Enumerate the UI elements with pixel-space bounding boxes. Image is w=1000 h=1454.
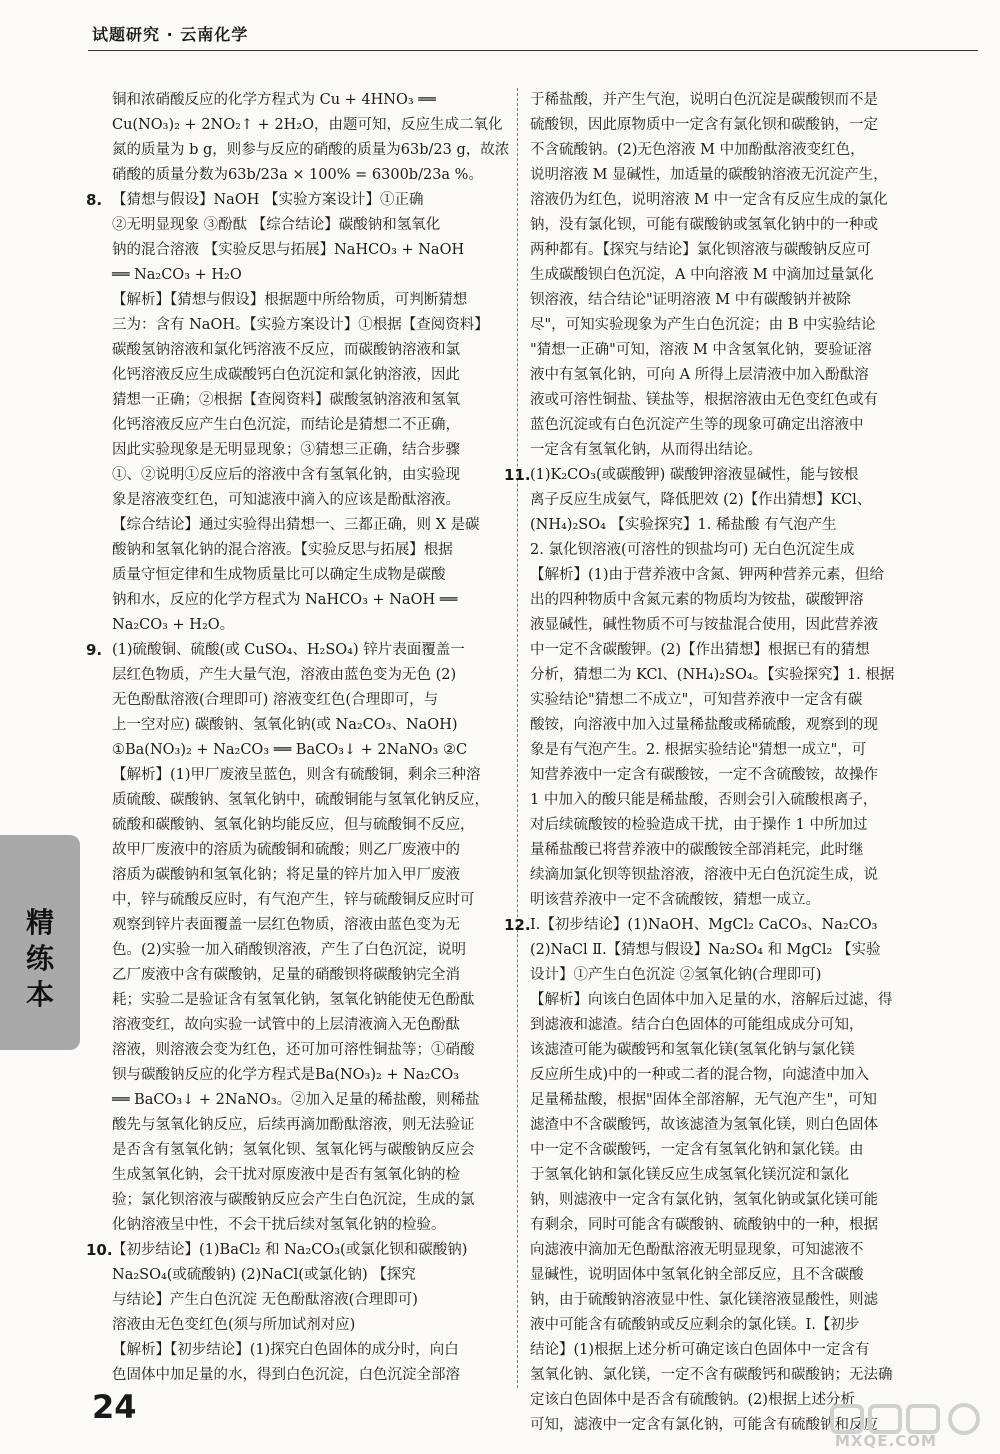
line-text: 到滤液和滤渣。结合白色固体的可能组成成分可知，: [530, 1017, 864, 1033]
text-line: [530, 638, 962, 663]
line-text: 碳酸氢钠溶液和氯化钙溶液不反应，而碳酸钠溶液和氯: [112, 342, 460, 358]
line-text: "猜想一正确"可知，溶液 M 中含氢氧化钠，要验证溶: [530, 342, 872, 358]
line-text: 液中有氢氧化钠，可向 A 所得上层清液中加入酚酞溶: [530, 367, 869, 383]
text-line: [530, 1238, 962, 1263]
section-tab-char: 练: [25, 942, 54, 975]
text-line: [530, 263, 962, 288]
line-text: 验；氯化钡溶液与碳酸钠反应会产生白色沉淀，生成的氯: [112, 1192, 475, 1208]
line-text: (1)硫酸铜、硫酸(或 CuSO₄、H₂SO₄) 锌片表面覆盖一: [112, 642, 465, 658]
text-line: [530, 1213, 962, 1238]
line-text: 【解析】向该白色固体中加入足量的水，溶解后过滤，得: [530, 992, 893, 1008]
line-text: Na₂SO₄(或硫酸钠) (2)NaCl(或氯化钠) 【探究: [112, 1267, 416, 1283]
line-text: 溶液，则溶液会变为红色，还可加可溶性铜盐等；①硝酸: [112, 1042, 475, 1058]
text-line: [530, 563, 962, 588]
line-text: 2. 氯化钡溶液(可溶性的钡盐均可) 无白色沉淀生成: [530, 542, 855, 558]
line-text: 【解析】(1)甲厂废液呈蓝色，则含有硫酸铜，剩余三种溶: [112, 767, 481, 783]
line-text: 色固体中加足量的水，得到白色沉淀，白色沉淀全部溶: [112, 1367, 460, 1383]
line-text: 液显碱性，碱性物质不可与铵盐混合使用，因此营养液: [530, 617, 878, 633]
text-line: [530, 288, 962, 313]
text-line: [112, 488, 508, 513]
text-line: [530, 738, 962, 763]
text-line: [530, 513, 962, 538]
line-text: 【解析】【初步结论】(1)探究白色固体的成分时，向白: [112, 1342, 459, 1358]
line-text: 实验结论"猜想二不成立"，可知营养液中一定含有碳: [530, 692, 863, 708]
line-text: 溶液仍为红色，说明溶液 M 中一定含有反应生成的氯化: [530, 192, 888, 208]
text-line: [530, 663, 962, 688]
text-line: [530, 388, 962, 413]
text-line: [530, 1113, 962, 1138]
line-text: 钠，没有氯化钡，可能有碳酸钠或氢氧化钠中的一种或: [530, 217, 878, 233]
text-line: [530, 713, 962, 738]
line-text: 酸先与氢氧化钠反应，后续再滴加酚酞溶液，则无法验证: [112, 1117, 475, 1133]
answer-column-right: [504, 88, 962, 1438]
line-text: 【初步结论】(1)BaCl₂ 和 Na₂CO₃(或氯化钡和碳酸钠): [112, 1242, 468, 1258]
line-text: ══ Na₂CO₃ + H₂O: [112, 267, 242, 283]
line-text: 化钙溶液反应产生白色沉淀，而结论是猜想二不正确，: [112, 417, 460, 433]
text-line: [530, 1313, 962, 1338]
text-line: [112, 288, 508, 313]
text-line: [530, 1263, 962, 1288]
line-text: 该滤渣可能为碳酸钙和氢氧化镁(氢氧化钠与氯化镁: [530, 1042, 855, 1058]
line-text: 定该白色固体中是否含有硫酸钠。(2)根据上述分析: [530, 1392, 856, 1408]
text-line: [530, 413, 962, 438]
text-line: [530, 213, 962, 238]
text-line: [112, 113, 508, 138]
line-text: 钠和水，反应的化学方程式为 NaHCO₃ + NaOH ══: [112, 592, 458, 608]
line-text: 滤渣中不含碳酸钙，故该滤渣为氢氧化镁，则白色固体: [530, 1117, 878, 1133]
text-line: [112, 1038, 508, 1063]
text-line: [530, 963, 962, 988]
line-text: 钠，由于硫酸钠溶液显中性、氯化镁溶液显酸性，则滤: [530, 1292, 878, 1308]
line-text: Cu(NO₃)₂ + 2NO₂↑ + 2H₂O，由题可知，反应生成二氧化: [112, 117, 503, 133]
line-text: 色。(2)实验一加入硝酸钡溶液，产生了白色沉淀，说明: [112, 942, 467, 958]
text-line: [530, 313, 962, 338]
line-text: 钡与碳酸钠反应的化学方程式是Ba(NO₃)₂ + Na₂CO₃: [112, 1067, 460, 1083]
question-number: 8.: [86, 191, 103, 209]
line-text: 一定含有氢氧化钠，从而得出结论。: [530, 442, 762, 458]
line-text: 硫酸钡，因此原物质中一定含有氯化钡和碳酸钠，一定: [530, 117, 878, 133]
line-text: 于氢氧化钠和氯化镁反应生成氢氧化镁沉淀和氯化: [530, 1167, 849, 1183]
text-line: [112, 1263, 508, 1288]
header-divider: [88, 50, 978, 51]
line-text: 乙厂废液中含有碳酸钠，足量的硝酸钡将碳酸钠完全消: [112, 967, 460, 983]
line-text: 溶液由无色变红色(须与所加试剂对应): [112, 1317, 356, 1333]
text-line: [86, 638, 508, 663]
line-text: 设计】①产生白色沉淀 ②氢氧化钠(合理即可): [530, 967, 822, 983]
line-text: 续滴加氯化钡等钡盐溶液，溶液中无白色沉淀生成，说: [530, 867, 878, 883]
text-line: [112, 413, 508, 438]
text-line: [112, 913, 508, 938]
line-text: 化钙溶液反应生成碳酸钙白色沉淀和氯化钠溶液，因此: [112, 367, 460, 383]
text-line: [530, 763, 962, 788]
line-text: Na₂CO₃ + H₂O。: [112, 617, 235, 633]
line-text: ①、②说明①反应后的溶液中含有氢氧化钠，由实验现: [112, 467, 460, 483]
text-line: [530, 1338, 962, 1363]
text-line: [86, 188, 508, 213]
text-line: [530, 863, 962, 888]
text-line: [112, 838, 508, 863]
answer-column-left: [86, 88, 510, 1388]
line-text: 足量稀盐酸，根据"固体全部溶解，无气泡产生"，可知: [530, 1092, 877, 1108]
text-line: [530, 113, 962, 138]
text-line: [504, 913, 962, 938]
line-text: 溶质为碳酸钠和氢氧化钠；将足量的锌片加入甲厂废液: [112, 867, 460, 883]
text-line: [112, 463, 508, 488]
line-text: 对后续硫酸铵的检验造成干扰，由于操作 1 中所加过: [530, 817, 868, 833]
line-text: 尽"，可知实验现象为产生白色沉淀；由 B 中实验结论: [530, 317, 876, 333]
text-line: [530, 1088, 962, 1113]
text-line: [530, 1013, 962, 1038]
line-text: 质量守恒定律和生成物质量比可以确定生成物是碳酸: [112, 567, 446, 583]
line-text: 生成氢氧化钠，会干扰对原废液中是否有氢氧化钠的检: [112, 1167, 460, 1183]
line-text: 与结论】产生白色沉淀 无色酚酞溶液(合理即可): [112, 1292, 418, 1308]
line-text: 观察到锌片表面覆盖一层红色物质，溶液由蓝色变为无: [112, 917, 460, 933]
question-number: 11.: [504, 466, 531, 484]
question-number: 9.: [86, 641, 103, 659]
question-number: 12.: [504, 916, 531, 934]
text-line: [112, 438, 508, 463]
line-text: (2)NaCl Ⅱ.【猜想与假设】Na₂SO₄ 和 MgCl₂ 【实验: [530, 942, 881, 958]
section-tab-label: [22, 905, 58, 1013]
line-text: 故甲厂废液中的溶质为硫酸铜和硫酸；则乙厂废液中的: [112, 842, 460, 858]
line-text: 于稀盐酸，并产生气泡，说明白色沉淀是碳酸钡而不是: [530, 92, 878, 108]
text-line: [112, 1113, 508, 1138]
line-text: 反应所生成)中的一种或二者的混合物，向滤渣中加入: [530, 1067, 870, 1083]
text-line: [112, 938, 508, 963]
line-text: (NH₄)₂SO₄ 【实验探究】1. 稀盐酸 有气泡产生: [530, 517, 837, 533]
text-line: [530, 1288, 962, 1313]
line-text: 酸钠和氢氧化钠的混合溶液。【实验反思与拓展】根据: [112, 542, 453, 558]
text-line: [112, 863, 508, 888]
text-line: [530, 1163, 962, 1188]
text-line: [530, 88, 962, 113]
line-text: 铜和浓硝酸反应的化学方程式为 Cu + 4HNO₃ ══: [112, 92, 436, 108]
line-text: 钠，则滤液中一定含有氯化钠，氢氧化钠或氯化镁可能: [530, 1192, 878, 1208]
line-text: 硫酸和碳酸钠、氢氧化钠均能反应，但与硫酸铜不反应，: [112, 817, 475, 833]
line-text: 结论】(1)根据上述分析可确定该白色固体中一定含有: [530, 1342, 870, 1358]
line-text: 象是有气泡产生。2. 根据实验结论"猜想一成立"，可: [530, 742, 867, 758]
line-text: 1 中加入的酸只能是稀盐酸，否则会引入硫酸根离子，: [530, 792, 878, 808]
text-line: [530, 1038, 962, 1063]
line-text: 有剩余，同时可能含有碳酸钠、硫酸钠中的一种，根据: [530, 1217, 878, 1233]
text-line: [112, 963, 508, 988]
line-text: 是否含有氢氧化钠；氢氧化钡、氢氧化钙与碳酸钠反应会: [112, 1142, 475, 1158]
text-line: [530, 988, 962, 1013]
text-line: [530, 138, 962, 163]
page-number: 24: [92, 1388, 137, 1426]
line-text: 化钠溶液呈中性，不会干扰后续对氢氧化钠的检验。: [112, 1217, 446, 1233]
line-text: 溶液变红，故向实验一试管中的上层清液滴入无色酚酞: [112, 1017, 460, 1033]
line-text: ①Ba(NO₃)₂ + Na₂CO₃ ══ BaCO₃↓ + 2NaNO₃ ②C: [112, 742, 468, 758]
text-line: [112, 663, 508, 688]
text-line: [112, 613, 508, 638]
line-text: 液或可溶性铜盐、镁盐等，根据溶液由无色变红色或有: [530, 392, 878, 408]
line-text: 中，锌与硫酸反应时，有气泡产生，锌与硫酸铜反应时可: [112, 892, 475, 908]
text-line: [112, 388, 508, 413]
text-line: [112, 763, 508, 788]
section-tab-char: 精: [25, 906, 54, 939]
text-line: [530, 188, 962, 213]
text-line: [530, 338, 962, 363]
text-line: [112, 1088, 508, 1113]
text-line: [112, 1188, 508, 1213]
text-line: [530, 938, 962, 963]
text-line: [530, 238, 962, 263]
line-text: 出的四种物质中含氮元素的物质均为铵盐，碳酸钾溶: [530, 592, 864, 608]
line-text: 酸铵，向溶液中加入过量稀盐酸或稀硫酸，观察到的现: [530, 717, 878, 733]
text-line: [530, 1063, 962, 1088]
text-line: [112, 338, 508, 363]
text-line: [112, 138, 508, 163]
text-line: [112, 513, 508, 538]
text-line: [530, 1188, 962, 1213]
text-line: [530, 538, 962, 563]
text-line: [112, 988, 508, 1013]
text-line: [112, 88, 508, 113]
section-tab-char: 本: [25, 978, 54, 1011]
page-header-title: 试题研究 · 云南化学: [92, 25, 249, 44]
text-line: [530, 1138, 962, 1163]
line-text: 说明溶液 M 显碱性，加适量的碳酸钠溶液无沉淀产生，: [530, 167, 888, 183]
line-text: 向滤液中滴加无色酚酞溶液无明显现象，可知滤液不: [530, 1242, 864, 1258]
line-text: 钠的混合溶液 【实验反思与拓展】NaHCO₃ + NaOH: [112, 242, 465, 258]
watermark-text: MXQE.COM: [835, 1432, 937, 1450]
line-text: 层红色物质，产生大量气泡，溶液由蓝色变为无色 (2): [112, 667, 457, 683]
line-text: 离子反应生成氨气，降低肥效 (2)【作出猜想】KCl、: [530, 492, 872, 508]
text-line: [530, 363, 962, 388]
line-text: 象是溶液变红色，可知滤液中滴入的应该是酚酞溶液。: [112, 492, 460, 508]
line-text: 【猜想与假设】NaOH 【实验方案设计】①正确: [112, 192, 424, 208]
text-line: [530, 1363, 962, 1388]
line-text: 无色酚酞溶液(合理即可) 溶液变红色(合理即可，与: [112, 692, 439, 708]
line-text: 氮的质量为 b g，则参与反应的硝酸的质量为63b/23 g，故浓: [112, 142, 510, 158]
text-line: [112, 538, 508, 563]
line-text: (1)K₂CO₃(或碳酸钾) 碳酸钾溶液显碱性，能与铵根: [530, 467, 859, 483]
text-line: [112, 1138, 508, 1163]
question-number: 10.: [86, 1241, 113, 1259]
text-line: [530, 588, 962, 613]
text-line: [112, 1288, 508, 1313]
line-text: 上一空对应) 碳酸钠、氢氧化钠(或 Na₂CO₃、NaOH): [112, 717, 458, 733]
line-text: 蓝色沉淀或有白色沉淀产生等的现象可确定出溶液中: [530, 417, 864, 433]
line-text: 【综合结论】通过实验得出猜想一、三都正确，则 X 是碳: [112, 517, 480, 533]
line-text: 因此实验现象是无明显现象；③猜想三正确，结合步骤: [112, 442, 460, 458]
line-text: 不含硫酸钠。(2)无色溶液 M 中加酚酞溶液变红色，: [530, 142, 865, 158]
text-line: [86, 1238, 508, 1263]
text-line: [504, 463, 962, 488]
line-text: 三为：含有 NaOH。【实验方案设计】①根据【查阅资料】: [112, 317, 489, 333]
line-text: 中一定不含碳酸钙，一定含有氢氧化钠和氯化镁。由: [530, 1142, 864, 1158]
text-line: [112, 788, 508, 813]
text-line: [530, 163, 962, 188]
text-line: [530, 788, 962, 813]
line-text: Ⅰ.【初步结论】(1)NaOH、MgCl₂ CaCO₃、Na₂CO₃: [530, 917, 878, 933]
text-line: [530, 813, 962, 838]
text-line: [112, 888, 508, 913]
text-line: [530, 838, 962, 863]
line-text: 两种都有。【探究与结论】氯化钡溶液与碳酸钠反应可: [530, 242, 871, 258]
text-line: [530, 688, 962, 713]
text-line: [112, 738, 508, 763]
text-line: [112, 688, 508, 713]
text-line: [112, 1338, 508, 1363]
text-line: [112, 588, 508, 613]
line-text: 可知，滤液中一定含有氯化钠，可能含有硫酸钠和反应: [530, 1417, 878, 1433]
line-text: 明该营养液中一定不含硫酸铵，猜想一成立。: [530, 892, 820, 908]
text-line: [112, 1163, 508, 1188]
line-text: 分析，猜想二为 KCl、(NH₄)₂SO₄。【实验探究】1. 根据: [530, 667, 895, 683]
text-line: [112, 1013, 508, 1038]
text-line: [112, 363, 508, 388]
line-text: 中一定不含碳酸钾。(2)【作出猜想】根据已有的猜想: [530, 642, 870, 658]
text-line: [112, 163, 508, 188]
text-line: [530, 488, 962, 513]
line-text: 钡溶液，结合结论"证明溶液 M 中有碳酸钠并被除: [530, 292, 851, 308]
line-text: 【解析】(1)由于营养液中含氮、钾两种营养元素，但给: [530, 567, 885, 583]
text-line: [112, 263, 508, 288]
line-text: 显碱性，说明固体中氢氧化钠全部反应，且不含碳酸: [530, 1267, 864, 1283]
text-line: [530, 438, 962, 463]
text-line: [112, 1313, 508, 1338]
text-line: [112, 563, 508, 588]
text-line: [530, 888, 962, 913]
text-line: [112, 813, 508, 838]
text-line: [112, 238, 508, 263]
text-line: [112, 713, 508, 738]
text-line: [112, 213, 508, 238]
text-line: [112, 313, 508, 338]
line-text: 知营养液中一定含有碳酸铵，一定不含硫酸铵，故操作: [530, 767, 878, 783]
text-line: [112, 1363, 508, 1388]
line-text: 氢氧化钠、氯化镁，一定不含有碳酸钙和碳酸钠；无法确: [530, 1367, 893, 1383]
column-divider: [517, 88, 518, 1388]
line-text: 耗；实验二是验证含有氢氧化钠，氢氧化钠能使无色酚酞: [112, 992, 475, 1008]
line-text: 质硫酸、碳酸钠、氢氧化钠中，硫酸铜能与氢氧化钠反应，: [112, 792, 489, 808]
line-text: 猜想一正确；②根据【查阅资料】碳酸氢钠溶液和氢氧: [112, 392, 460, 408]
line-text: ②无明显现象 ③酚酞 【综合结论】碳酸钠和氢氧化: [112, 217, 441, 233]
text-line: [112, 1063, 508, 1088]
line-text: 生成碳酸钡白色沉淀，A 中向溶液 M 中滴加过量氯化: [530, 267, 874, 283]
line-text: 硝酸的质量分数为63b/23a × 100% = 6300b/23a %。: [112, 167, 483, 183]
line-text: 量稀盐酸已将营养液中的碳酸铵全部消耗完，此时继: [530, 842, 864, 858]
line-text: 液中可能含有硫酸钠或反应剩余的氯化镁。Ⅰ.【初步: [530, 1317, 860, 1333]
text-line: [112, 1213, 508, 1238]
line-text: ══ BaCO₃↓ + 2NaNO₃。②加入足量的稀盐酸，则稀盐: [112, 1092, 480, 1108]
text-line: [530, 613, 962, 638]
line-text: 【解析】【猜想与假设】根据题中所给物质，可判断猜想: [112, 292, 468, 308]
